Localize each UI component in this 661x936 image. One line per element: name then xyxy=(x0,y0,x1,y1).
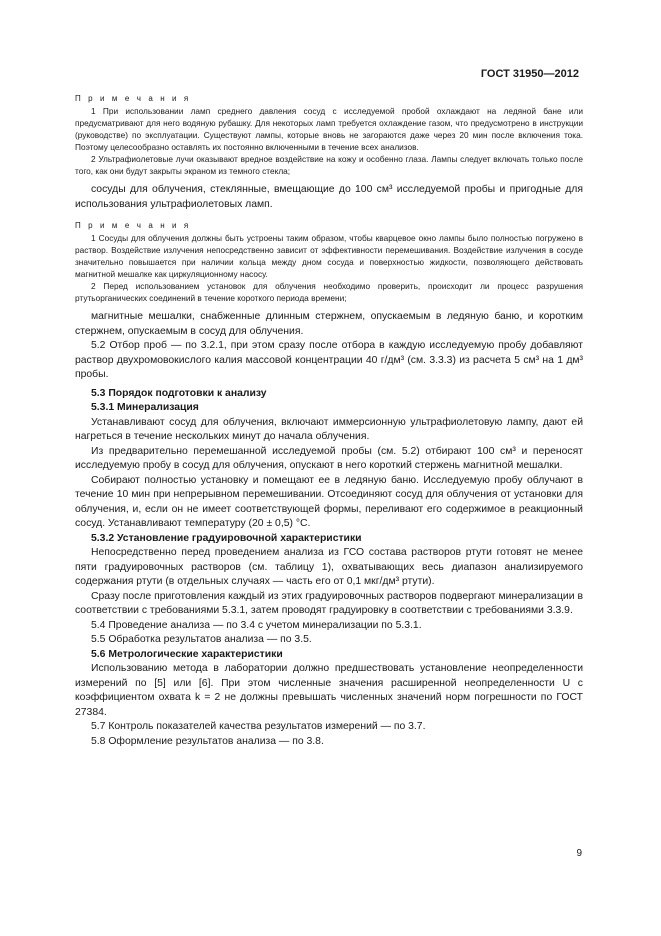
note-item: 1 Сосуды для облучения должны быть устроены таким образом, чтобы кварцевое окно лампы было полностью погружено в раствор. Воздействие излучения непосредственно зависит от эффективности перемешивания. Воздействие излучения в сосуде значительно повышается при наличии кольца между дном сосуда и поверхностью жидкости, позволяющего действовать магнитной мешалке как циркуляционному насосу. xyxy=(75,233,583,279)
note-item: 2 Ультрафиолетовые лучи оказывают вредное воздействие на кожу и особенно глаза. Лампы следует включать только после того, как они будут закрыты экраном из темного стекла; xyxy=(75,154,583,176)
subsection-heading: 5.3.2 Установление градуировочной характеристики xyxy=(91,532,362,544)
page-content xyxy=(75,93,583,749)
paragraph: Из предварительно перемешанной исследуемой пробы (см. 5.2) отбирают 100 см³ и переносят исследуемую пробу в сосуд для облучения, опускают в него короткий стержень магнитной мешалки. xyxy=(75,445,583,471)
paragraph: 5.8 Оформление результатов анализа — по 3.8. xyxy=(91,735,324,747)
page-number: 9 xyxy=(576,848,582,859)
paragraph: 5.4 Проведение анализа — по 3.4 с учетом минерализации по 5.3.1. xyxy=(91,619,422,631)
paragraph: 5.7 Контроль показателей качества результатов измерений — по 3.7. xyxy=(91,721,426,732)
paragraph: Непосредственно перед проведением анализа из ГСО состава растворов ртути готовят не менее пяти градуировочных растворов (см. таблицу 1), охватывающих весь диапазон анализируемого содержания ртути (в отдельных случаях — часть его от 0,1 мкг/дм³ ртути). xyxy=(75,547,583,587)
paragraph: Собирают полностью установку и помещают ее в ледяную баню. Исследуемую пробу облучают в течение 10 мин при непрерывном перемешивании. Отсоединяют сосуд для облучения от установки для облучения, и, если он не имеет соответствующей формы, переливают его содержимое в реакционный сосуд. Устанавливают температуру (20 ± 0,5) °С. xyxy=(75,474,583,529)
paragraph: сосуды для облучения, стеклянные, вмещающие до 100 см³ исследуемой пробы и пригодные для использования ультрафиолетовых ламп. xyxy=(75,184,583,210)
paragraph: 5.2 Отбор проб — по 3.2.1, при этом сразу после отбора в каждую исследуемую пробу добавляют раствор двухромовокислого калия массовой концентрации 40 г/дм³ (см. 3.3.3) из расчета 5 см³ на 1 дм³ пробы. xyxy=(75,340,583,380)
paragraph: 5.5 Обработка результатов анализа — по 3.5. xyxy=(91,634,312,645)
section-heading: 5.3 Порядок подготовки к анализу xyxy=(91,387,267,399)
paragraph: магнитные мешалки, снабженные длинным стержнем, опускаемым в ледяную баню, и коротким стержнем, опускаемым в сосуд для облучения. xyxy=(75,311,583,337)
note-item: 1 При использовании ламп среднего давления сосуд с исследуемой пробой охлаждают на ледяной бане или предусматривают для него водяную рубашку. Для некоторых ламп требуется охлаждение газом, что предусмотрено в инструкции (руководстве) по эксплуатации. Существуют лампы, которые вновь не загораются даже через 20 мин после включения тока. Поэтому целесообразно оставлять их постоянно включенными в течение всех анализов. xyxy=(75,106,583,152)
paragraph: Устанавливают сосуд для облучения, включают иммерсионную ультрафиолетовую лампу, дают ей нагреться в течение нескольких минут до начала облучения. xyxy=(75,416,583,442)
notes-title: П р и м е ч а н и я xyxy=(75,94,191,103)
paragraph: Сразу после приготовления каждый из этих градуировочных растворов подвергают минерализации в соответствии с требованиями 5.3.1, затем проводят градуировку в соответствии с требованиями 3.3.9. xyxy=(75,590,583,616)
note-item: 2 Перед использованием установок для облучения необходимо проверить, происходит ли процесс разрушения ртутьорганических соединений в течение короткого периода времени; xyxy=(75,281,583,303)
paragraph: Использованию метода в лаборатории должно предшествовать установление неопределенности измерений по [5] или [6]. При этом численные значения расширенной неопределенности U с коэффициентом охвата k = 2 не должны превышать численных значений норм погрешности по ГОСТ 27384. xyxy=(75,663,583,718)
standard-header: ГОСТ 31950—2012 xyxy=(480,68,579,80)
subsection-heading: 5.3.1 Минерализация xyxy=(91,402,199,413)
notes-title: П р и м е ч а н и я xyxy=(75,221,191,230)
section-heading: 5.6 Метрологические характеристики xyxy=(91,648,283,660)
